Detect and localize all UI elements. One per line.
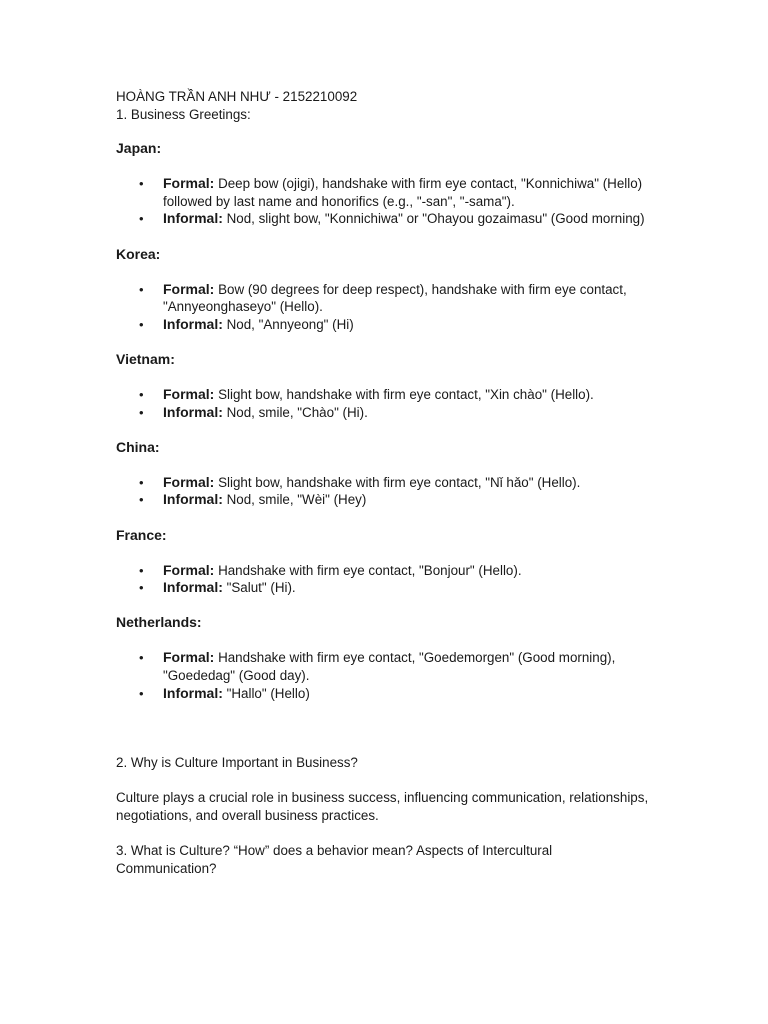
list-item xyxy=(116,386,656,404)
author-header: HOÀNG TRẦN ANH NHƯ - 2152210092 xyxy=(116,89,358,104)
formal-label: Formal: xyxy=(163,473,215,490)
informal-label: Informal: xyxy=(163,579,223,596)
question-2-title: 2. Why is Culture Important in Business? xyxy=(116,755,358,771)
bullet-icon: • xyxy=(139,176,144,192)
list-item xyxy=(116,579,656,597)
informal-label: Informal: xyxy=(163,210,223,227)
list-item xyxy=(116,491,656,509)
list-item xyxy=(116,649,656,684)
bullet-icon: • xyxy=(139,562,144,578)
question-2-answer: Culture plays a crucial role in business success, influencing communication, relationships, negotiations, and overall business practices. xyxy=(116,790,649,823)
bullet-icon: • xyxy=(139,211,144,227)
list-item xyxy=(116,685,656,703)
list-item xyxy=(116,474,656,492)
bullet-icon: • xyxy=(139,281,144,297)
formal-text: Bow (90 degrees for deep respect), handshake with firm eye contact, "Annyeonghaseyo" (Hello). xyxy=(163,281,627,315)
list-item xyxy=(116,281,656,316)
formal-text: Slight bow, handshake with firm eye contact, "Nǐ hǎo" (Hello). xyxy=(214,474,581,490)
question-1-title: 1. Business Greetings: xyxy=(116,106,251,122)
formal-label: Formal: xyxy=(163,386,215,403)
list-item xyxy=(116,210,656,228)
bullet-icon: • xyxy=(139,685,144,701)
country-heading-china: China: xyxy=(116,438,160,455)
greeting-list-netherlands xyxy=(116,649,656,702)
informal-label: Informal: xyxy=(163,491,223,508)
greeting-list-vietnam xyxy=(116,386,656,421)
informal-text: Nod, smile, "Wèi" (Hey) xyxy=(222,492,367,508)
country-heading-vietnam: Vietnam: xyxy=(116,350,175,367)
question-3-title: 3. What is Culture? “How” does a behavior mean? Aspects of Intercultural Communication? xyxy=(116,842,553,876)
list-item xyxy=(116,316,656,334)
formal-text: Handshake with firm eye contact, "Goedemorgen" (Good morning), "Goededag" (Good day). xyxy=(163,650,616,683)
greeting-list-japan xyxy=(116,175,656,228)
bullet-icon: • xyxy=(139,316,144,332)
formal-text: Deep bow (ojigi), handshake with firm eye contact, "Konnichiwa" (Hello) followed by last name and honorifics (e.g., "-san", "-sama"). xyxy=(163,176,643,209)
informal-label: Informal: xyxy=(163,403,223,420)
bullet-icon: • xyxy=(139,387,144,403)
informal-text: "Salut" (Hi). xyxy=(222,580,296,596)
country-heading-japan: Japan: xyxy=(116,140,162,157)
informal-label: Informal: xyxy=(163,684,223,701)
list-item xyxy=(116,175,656,210)
list-item xyxy=(116,562,656,580)
informal-text: Nod, smile, "Chào" (Hi). xyxy=(222,404,368,420)
formal-label: Formal: xyxy=(163,280,215,297)
informal-label: Informal: xyxy=(163,315,223,332)
bullet-icon: • xyxy=(139,474,144,490)
list-item xyxy=(116,404,656,422)
country-heading-france: France: xyxy=(116,526,167,543)
informal-text: Nod, "Annyeong" (Hi) xyxy=(222,316,354,332)
country-heading-korea: Korea: xyxy=(116,245,161,262)
greeting-list-korea xyxy=(116,281,656,334)
document-body xyxy=(116,88,656,877)
country-heading-netherlands: Netherlands: xyxy=(116,614,202,631)
bullet-icon: • xyxy=(139,404,144,420)
formal-label: Formal: xyxy=(163,649,215,666)
informal-text: "Hallo" (Hello) xyxy=(222,685,310,701)
formal-text: Handshake with firm eye contact, "Bonjour" (Hello). xyxy=(214,562,522,578)
greeting-list-france xyxy=(116,562,656,597)
formal-label: Formal: xyxy=(163,175,215,192)
greeting-list-china xyxy=(116,474,656,509)
bullet-icon: • xyxy=(139,650,144,666)
bullet-icon: • xyxy=(139,492,144,508)
formal-label: Formal: xyxy=(163,561,215,578)
bullet-icon: • xyxy=(139,580,144,596)
formal-text: Slight bow, handshake with firm eye contact, "Xin chào" (Hello). xyxy=(214,387,594,403)
informal-text: Nod, slight bow, "Konnichiwa" or "Ohayou gozaimasu" (Good morning) xyxy=(222,211,645,227)
